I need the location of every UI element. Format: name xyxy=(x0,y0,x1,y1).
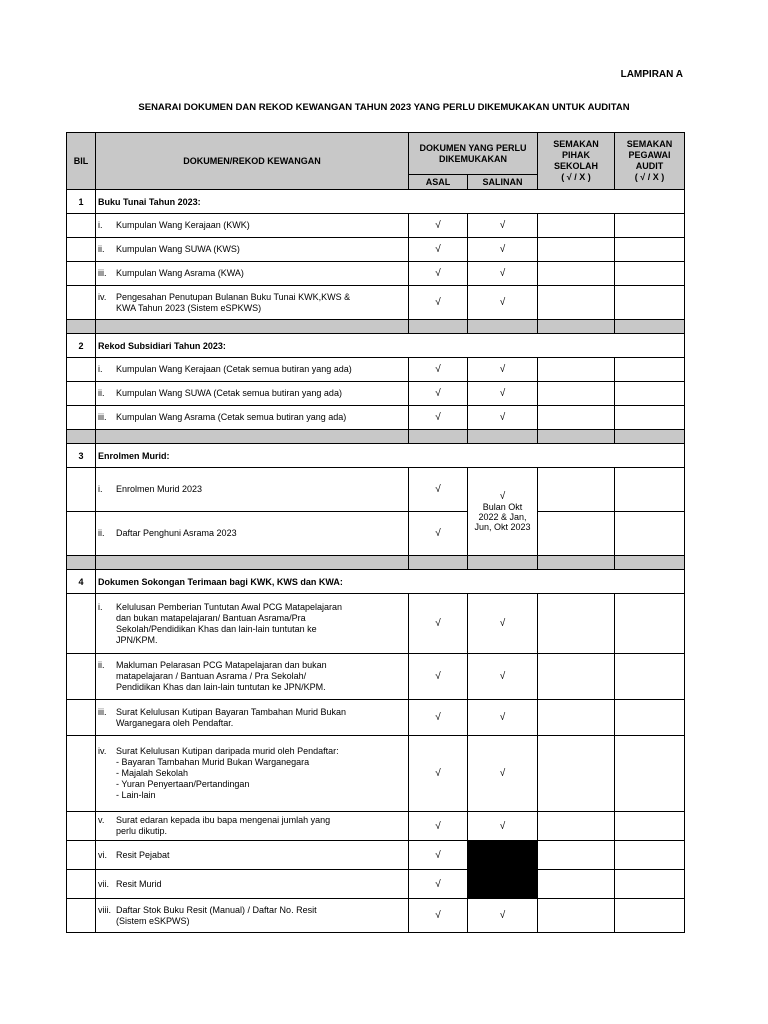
semakan-audit-cell[interactable] xyxy=(615,468,685,512)
item-number: ii. xyxy=(98,660,105,670)
item-text: Resit Pejabat xyxy=(116,849,170,860)
document-title: SENARAI DOKUMEN DAN REKOD KEWANGAN TAHUN 2023 YANG PERLU DIKEMUKAKAN UNTUK AUDITAN xyxy=(138,102,630,113)
semakan-audit-cell[interactable] xyxy=(615,870,685,899)
salinan-tick: √ xyxy=(468,286,538,320)
asal-tick: √ xyxy=(409,468,468,512)
section-bil: 4 xyxy=(67,570,96,594)
section-row xyxy=(67,190,685,214)
separator-cell xyxy=(67,320,96,334)
separator-cell xyxy=(409,556,468,570)
item-number: i. xyxy=(98,364,103,374)
item-row xyxy=(67,841,685,870)
item-row xyxy=(67,654,685,700)
item-number: iv. xyxy=(98,291,107,302)
item-description xyxy=(96,214,409,238)
item-text: Daftar Stok Buku Resit (Manual) / Daftar No. Resit (Sistem eSKPWS) xyxy=(116,904,317,926)
item-description xyxy=(96,899,409,933)
header-perlu: DOKUMEN YANG PERLU DIKEMUKAKAN xyxy=(409,133,538,175)
separator-cell xyxy=(468,320,538,334)
salinan-tick: √ xyxy=(468,654,538,700)
separator-cell xyxy=(67,430,96,444)
salinan-tick: √ xyxy=(468,238,538,262)
item-description xyxy=(96,654,409,700)
item-bil-cell xyxy=(67,841,96,870)
asal-tick: √ xyxy=(409,736,468,812)
separator-cell xyxy=(409,430,468,444)
semakan-sekolah-cell[interactable] xyxy=(538,238,615,262)
item-description xyxy=(96,382,409,406)
salinan-note-cell xyxy=(468,468,538,556)
asal-tick: √ xyxy=(409,358,468,382)
item-description xyxy=(96,238,409,262)
item-bil-cell xyxy=(67,594,96,654)
asal-tick: √ xyxy=(409,262,468,286)
asal-tick: √ xyxy=(409,700,468,736)
salinan-tick: √ xyxy=(468,700,538,736)
asal-tick: √ xyxy=(409,286,468,320)
semakan-audit-cell[interactable] xyxy=(615,899,685,933)
item-row xyxy=(67,870,685,899)
item-text: Surat edaran kepada ibu bapa mengenai jumlah yang perlu dikutip. xyxy=(116,815,331,836)
item-text: Pengesahan Penutupan Bulanan Buku Tunai KWK,KWS & KWA Tahun 2023 (Sistem eSPKWS) xyxy=(116,291,351,313)
asal-tick: √ xyxy=(409,899,468,933)
semakan-sekolah-cell[interactable] xyxy=(538,870,615,899)
separator-cell xyxy=(538,430,615,444)
asal-tick: √ xyxy=(409,382,468,406)
item-bil-cell xyxy=(67,358,96,382)
item-bil-cell xyxy=(67,382,96,406)
semakan-sekolah-cell[interactable] xyxy=(538,594,615,654)
semakan-sekolah-cell[interactable] xyxy=(538,899,615,933)
semakan-sekolah-cell[interactable] xyxy=(538,358,615,382)
separator-cell xyxy=(96,556,409,570)
item-text: Makluman Pelarasan PCG Matapelajaran dan bukan matapelajaran / Bantuan Asrama / Pra Sekolah/ Pendidikan Khas dan lain-lain tuntutan ke JPN/KPM. xyxy=(116,660,327,692)
semakan-audit-cell[interactable] xyxy=(615,512,685,556)
item-description xyxy=(96,700,409,736)
item-text: Surat Kelulusan Kutipan daripada murid oleh Pendaftar: - Bayaran Tambahan Murid Bukan Warganegara - Majalah Sekolah - Yuran Penyertaan/Pertandingan - Lain-lain xyxy=(116,746,339,800)
item-text: Kumpulan Wang SUWA (Cetak semua butiran yang ada) xyxy=(116,388,342,398)
item-number: vi. xyxy=(98,849,107,860)
asal-tick: √ xyxy=(409,594,468,654)
item-bil-cell xyxy=(67,899,96,933)
item-number: vii. xyxy=(98,878,109,889)
asal-tick: √ xyxy=(409,238,468,262)
semakan-audit-cell[interactable] xyxy=(615,841,685,870)
item-text: Kumpulan Wang Kerajaan (Cetak semua butiran yang ada) xyxy=(116,364,352,374)
separator-row xyxy=(67,430,685,444)
section-row xyxy=(67,334,685,358)
item-text: Surat Kelulusan Kutipan Bayaran Tambahan Murid Bukan Warganegara oleh Pendaftar. xyxy=(116,706,346,728)
separator-cell xyxy=(615,320,685,334)
item-number: ii. xyxy=(98,388,105,398)
section-bil: 2 xyxy=(67,334,96,358)
item-bil-cell xyxy=(67,468,96,512)
item-row xyxy=(67,700,685,736)
separator-cell xyxy=(409,320,468,334)
semakan-sekolah-cell[interactable] xyxy=(538,700,615,736)
item-row xyxy=(67,214,685,238)
item-number: ii. xyxy=(98,244,105,254)
item-row xyxy=(67,358,685,382)
separator-cell xyxy=(538,320,615,334)
semakan-sekolah-cell[interactable] xyxy=(538,382,615,406)
salinan-tick: √ xyxy=(468,214,538,238)
section-title: Rekod Subsidiari Tahun 2023: xyxy=(96,334,685,358)
semakan-audit-cell[interactable] xyxy=(615,812,685,841)
item-row xyxy=(67,512,685,556)
item-text: Enrolmen Murid 2023 xyxy=(116,484,203,494)
item-row xyxy=(67,238,685,262)
item-row xyxy=(67,812,685,841)
semakan-sekolah-cell[interactable] xyxy=(538,262,615,286)
semakan-sekolah-cell[interactable] xyxy=(538,286,615,320)
item-number: viii. xyxy=(98,904,111,915)
salinan-tick: √ xyxy=(499,490,506,502)
item-text: Daftar Penghuni Asrama 2023 xyxy=(116,528,237,538)
item-description xyxy=(96,870,409,899)
semakan-audit-cell[interactable] xyxy=(615,700,685,736)
item-bil-cell xyxy=(67,654,96,700)
item-description xyxy=(96,594,409,654)
item-text: Kumpulan Wang Asrama (Cetak semua butiran yang ada) xyxy=(116,412,347,422)
item-number: i. xyxy=(98,220,103,230)
item-row xyxy=(67,594,685,654)
item-number: iii. xyxy=(98,706,107,717)
asal-tick: √ xyxy=(409,406,468,430)
item-description xyxy=(96,841,409,870)
item-description xyxy=(96,406,409,430)
separator-cell xyxy=(615,556,685,570)
item-number: iii. xyxy=(98,412,107,422)
asal-tick: √ xyxy=(409,654,468,700)
header-semakan-audit: SEMAKAN PEGAWAI AUDIT ( √ / X ) xyxy=(615,133,685,190)
redacted-cell xyxy=(468,870,538,899)
header-salinan: SALINAN xyxy=(468,175,538,190)
separator-cell xyxy=(96,430,409,444)
salinan-tick: √ xyxy=(468,382,538,406)
item-row xyxy=(67,468,685,512)
item-number: i. xyxy=(98,601,103,612)
section-row xyxy=(67,570,685,594)
item-row xyxy=(67,736,685,812)
salinan-tick: √ xyxy=(468,594,538,654)
item-description xyxy=(96,512,409,556)
semakan-audit-cell[interactable] xyxy=(615,382,685,406)
item-text: Kumpulan Wang SUWA (KWS) xyxy=(116,244,240,254)
item-bil-cell xyxy=(67,812,96,841)
item-description xyxy=(96,812,409,841)
asal-tick: √ xyxy=(409,812,468,841)
header-asal: ASAL xyxy=(409,175,468,190)
item-text: Kumpulan Wang Kerajaan (KWK) xyxy=(116,220,250,230)
separator-cell xyxy=(538,556,615,570)
semakan-audit-cell[interactable] xyxy=(615,594,685,654)
item-bil-cell xyxy=(67,870,96,899)
semakan-audit-cell[interactable] xyxy=(615,358,685,382)
salinan-tick: √ xyxy=(468,358,538,382)
semakan-audit-cell[interactable] xyxy=(615,406,685,430)
item-row xyxy=(67,406,685,430)
semakan-sekolah-cell[interactable] xyxy=(538,736,615,812)
section-title: Dokumen Sokongan Terimaan bagi KWK, KWS dan KWA: xyxy=(96,570,685,594)
item-bil-cell xyxy=(67,406,96,430)
semakan-audit-cell[interactable] xyxy=(615,286,685,320)
redacted-cell xyxy=(468,841,538,870)
header-bil: BIL xyxy=(67,133,96,190)
item-description xyxy=(96,358,409,382)
semakan-sekolah-cell[interactable] xyxy=(538,841,615,870)
item-description xyxy=(96,736,409,812)
item-number: iv. xyxy=(98,746,107,756)
asal-tick: √ xyxy=(409,512,468,556)
salinan-tick: √ xyxy=(468,262,538,286)
semakan-sekolah-cell[interactable] xyxy=(538,406,615,430)
section-bil: 1 xyxy=(67,190,96,214)
section-bil: 3 xyxy=(67,444,96,468)
section-title: Enrolmen Murid: xyxy=(96,444,685,468)
item-bil-cell xyxy=(67,286,96,320)
semakan-sekolah-cell[interactable] xyxy=(538,512,615,556)
item-bil-cell xyxy=(67,238,96,262)
item-description xyxy=(96,262,409,286)
separator-cell xyxy=(67,556,96,570)
item-description xyxy=(96,468,409,512)
item-number: iii. xyxy=(98,268,107,278)
item-text: Kumpulan Wang Asrama (KWA) xyxy=(116,268,244,278)
section-row xyxy=(67,444,685,468)
semakan-audit-cell[interactable] xyxy=(615,654,685,700)
salinan-tick: √ xyxy=(468,736,538,812)
item-description xyxy=(96,286,409,320)
asal-tick: √ xyxy=(409,214,468,238)
document-table xyxy=(66,132,685,933)
semakan-sekolah-cell[interactable] xyxy=(538,468,615,512)
item-text: Kelulusan Pemberian Tuntutan Awal PCG Matapelajaran dan bukan matapelajaran/ Bantuan Asrama/Pra Sekolah/Pendidikan Khas dan lain-lain tuntutan ke JPN/KPM. xyxy=(116,601,342,645)
semakan-audit-cell[interactable] xyxy=(615,736,685,812)
salinan-tick: √ xyxy=(468,812,538,841)
item-row xyxy=(67,899,685,933)
section-title: Buku Tunai Tahun 2023: xyxy=(96,190,685,214)
salinan-tick: √ xyxy=(468,406,538,430)
separator-cell xyxy=(96,320,409,334)
separator-row xyxy=(67,320,685,334)
separator-cell xyxy=(468,430,538,444)
item-row xyxy=(67,286,685,320)
semakan-audit-cell[interactable] xyxy=(615,262,685,286)
lampiran-label: LAMPIRAN A xyxy=(620,69,683,80)
item-text: Resit Murid xyxy=(116,878,162,889)
item-number: ii. xyxy=(98,528,105,538)
semakan-sekolah-cell[interactable] xyxy=(538,812,615,841)
item-bil-cell xyxy=(67,700,96,736)
separator-row xyxy=(67,556,685,570)
semakan-sekolah-cell[interactable] xyxy=(538,654,615,700)
header-semakan-sekolah: SEMAKAN PIHAK SEKOLAH ( √ / X ) xyxy=(538,133,615,190)
item-number: i. xyxy=(98,484,103,494)
asal-tick: √ xyxy=(409,841,468,870)
header-dokumen: DOKUMEN/REKOD KEWANGAN xyxy=(96,133,409,190)
asal-tick: √ xyxy=(409,870,468,899)
semakan-audit-cell[interactable] xyxy=(615,238,685,262)
salinan-tick: √ xyxy=(468,899,538,933)
semakan-sekolah-cell[interactable] xyxy=(538,214,615,238)
separator-cell xyxy=(615,430,685,444)
item-bil-cell xyxy=(67,262,96,286)
item-number: v. xyxy=(98,815,105,825)
salinan-note: Bulan Okt 2022 & Jan, Jun, Okt 2023 xyxy=(474,501,531,532)
item-bil-cell xyxy=(67,214,96,238)
item-bil-cell xyxy=(67,736,96,812)
item-row xyxy=(67,382,685,406)
separator-cell xyxy=(468,556,538,570)
item-bil-cell xyxy=(67,512,96,556)
semakan-audit-cell[interactable] xyxy=(615,214,685,238)
item-row xyxy=(67,262,685,286)
